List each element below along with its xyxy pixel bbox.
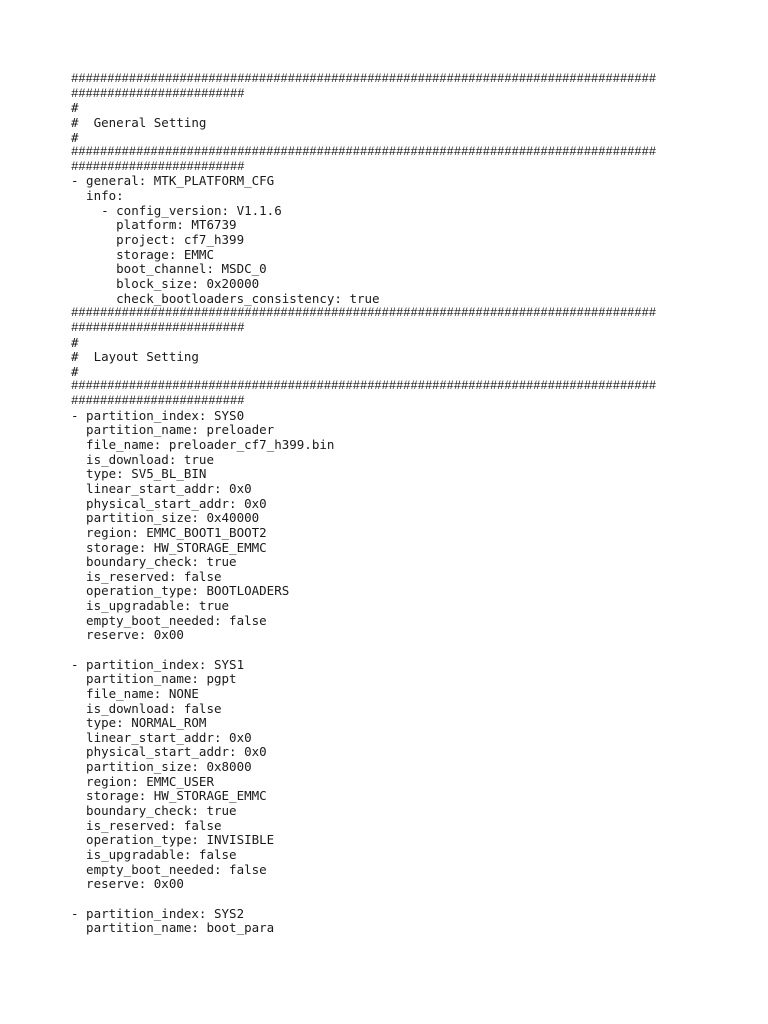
document-line: storage: EMMC — [71, 247, 214, 262]
comment-line: # — [71, 130, 79, 145]
separator-line: ######################## — [71, 159, 245, 174]
document-line: physical_start_addr: 0x0 — [71, 496, 267, 511]
separator-line: ################################################################################# — [71, 145, 656, 160]
blank-line — [71, 892, 711, 907]
separator-line: ######################## — [71, 320, 245, 335]
document-line: partition_size: 0x40000 — [71, 511, 260, 526]
document-line: boundary_check: true — [71, 804, 237, 819]
separator-line: ######################## — [71, 86, 245, 101]
document-line: project: cf7_h399 — [71, 233, 245, 248]
document-line: file_name: preloader_cf7_h399.bin — [71, 438, 335, 453]
document-line: storage: HW_STORAGE_EMMC — [71, 789, 267, 804]
document-line: partition_name: preloader — [71, 423, 275, 438]
document-line: is_download: true — [71, 452, 214, 467]
document-line: is_download: false — [71, 701, 222, 716]
document-line: is_upgradable: true — [71, 599, 230, 614]
document-line: is_reserved: false — [71, 818, 222, 833]
document-line: block_size: 0x20000 — [71, 276, 260, 291]
document-line: - config_version: V1.1.6 — [71, 203, 282, 218]
document-line: partition_name: boot_para — [71, 921, 275, 936]
blank-line — [71, 643, 711, 658]
document-line: boundary_check: true — [71, 555, 237, 570]
document-line: reserve: 0x00 — [71, 628, 184, 643]
document-line: partition_name: pgpt — [71, 672, 237, 687]
document-line: platform: MT6739 — [71, 218, 237, 233]
separator-line: ################################################################################# — [71, 306, 656, 321]
document-line: storage: HW_STORAGE_EMMC — [71, 540, 267, 555]
separator-line: ################################################################################# — [71, 72, 656, 86]
document-line: empty_boot_needed: false — [71, 862, 267, 877]
comment-line: # — [71, 364, 79, 379]
document-line: type: NORMAL_ROM — [71, 716, 207, 731]
document-line: is_upgradable: false — [71, 847, 237, 862]
separator-line: ######################## — [71, 394, 245, 409]
separator-line: ################################################################################# — [71, 379, 656, 394]
entry-start-line: - partition_index: SYS1 — [71, 657, 245, 672]
entry-start-line: - partition_index: SYS0 — [71, 408, 245, 423]
document-line: region: EMMC_BOOT1_BOOT2 — [71, 525, 267, 540]
document-line: reserve: 0x00 — [71, 877, 184, 892]
document-line: boot_channel: MSDC_0 — [71, 262, 267, 277]
comment-line: # General Setting — [71, 115, 207, 130]
document-line: region: EMMC_USER — [71, 774, 214, 789]
entry-start-line: - general: MTK_PLATFORM_CFG — [71, 174, 275, 189]
document-line: physical_start_addr: 0x0 — [71, 745, 267, 760]
document-line: operation_type: BOOTLOADERS — [71, 584, 290, 599]
document-line: file_name: NONE — [71, 686, 199, 701]
document-line: type: SV5_BL_BIN — [71, 467, 207, 482]
document-line: linear_start_addr: 0x0 — [71, 481, 252, 496]
comment-line: # Layout Setting — [71, 350, 199, 365]
document-line: check_bootloaders_consistency: true — [71, 291, 380, 306]
comment-line: # — [71, 101, 79, 116]
document-line: partition_size: 0x8000 — [71, 760, 252, 775]
entry-start-line: - partition_index: SYS2 — [71, 906, 245, 921]
document-line: is_reserved: false — [71, 569, 222, 584]
document-line: linear_start_addr: 0x0 — [71, 730, 252, 745]
scatter-file-document — [71, 72, 711, 936]
document-line: empty_boot_needed: false — [71, 613, 267, 628]
document-line: info: — [71, 189, 124, 204]
document-line: operation_type: INVISIBLE — [71, 833, 275, 848]
comment-line: # — [71, 335, 79, 350]
